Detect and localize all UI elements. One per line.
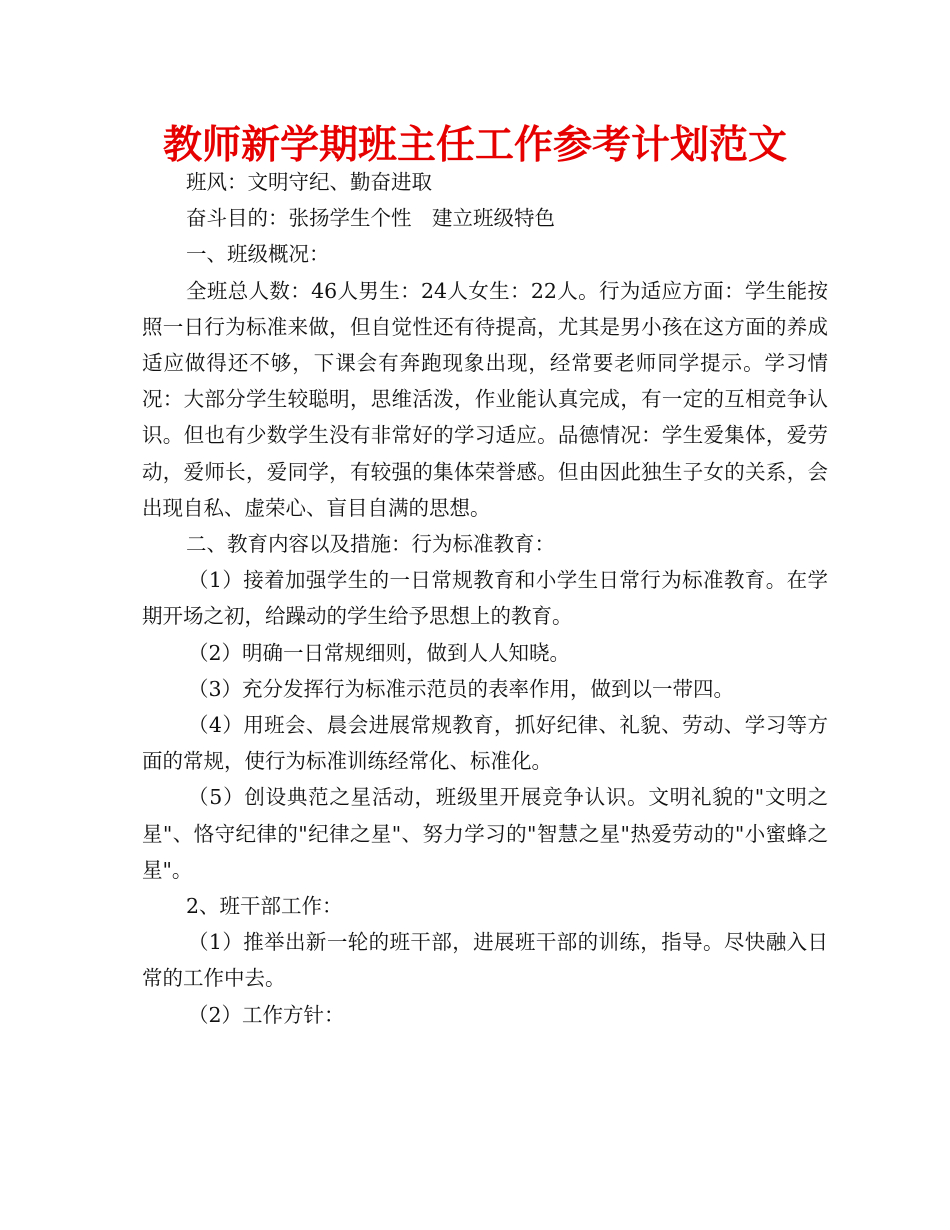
list-item-1: （1）接着加强学生的一日常规教育和小学生日常行为标准教育。在学期开场之初，给躁动的学生给予思想上的教育。 [142,568,828,629]
list-item-3: （3）充分发挥行为标准示范员的表率作用，做到以一带四。 [188,676,735,701]
list-item-5: （5）创设典范之星活动，班级里开展竞争认识。文明礼貌的"文明之星"、恪守纪律的"纪律之星"、努力学习的"智慧之星"热爱劳动的"小蜜蜂之星"。 [142,785,828,882]
document-title: 教师新学期班主任工作参考计划范文 [162,123,787,168]
heading-education-content: 二、教育内容以及措施：行为标准教育： [186,532,555,557]
heading-class-overview: 一、班级概况： [186,242,330,267]
paragraph-goal: 奋斗目的：张扬学生个性 建立班级特色 [186,206,555,231]
heading-class-cadre: 2、班干部工作： [186,894,343,919]
paragraph-class-overview: 全班总人数：46人男生：24人女生：22人。行为适应方面：学生能按照一日行为标准来做，但自觉性还有待提高，尤其是男小孩在这方面的养成适应做得还不够，下课会有奔跑现象出现，经常要老师同学提示。学习情况：大部分学生较聪明，思维活泼，作业能认真完成，有一定的互相竞争认识。但也有少数学生没有非常好的学习适应。品德情况：学生爱集体，爱劳动，爱师长，爱同学，有较强的集体荣誉感。但由因此独生子女的关系，会出现自私、虚荣心、盲目自满的思想。 [142,278,828,520]
paragraph-class-style: 班风：文明守纪、勤奋进取 [186,170,432,194]
cadre-item-2: （2）工作方针： [188,1002,345,1027]
cadre-item-1: （1）推举出新一轮的班干部，进展班干部的训练，指导。尽快融入日常的工作中去。 [142,930,828,991]
list-item-2: （2）明确一日常规细则，做到人人知晓。 [188,640,571,665]
list-item-4: （4）用班会、晨会进展常规教育，抓好纪律、礼貌、劳动、学习等方面的常规，使行为标准训练经常化、标准化。 [142,713,828,774]
document-body [142,164,828,1033]
